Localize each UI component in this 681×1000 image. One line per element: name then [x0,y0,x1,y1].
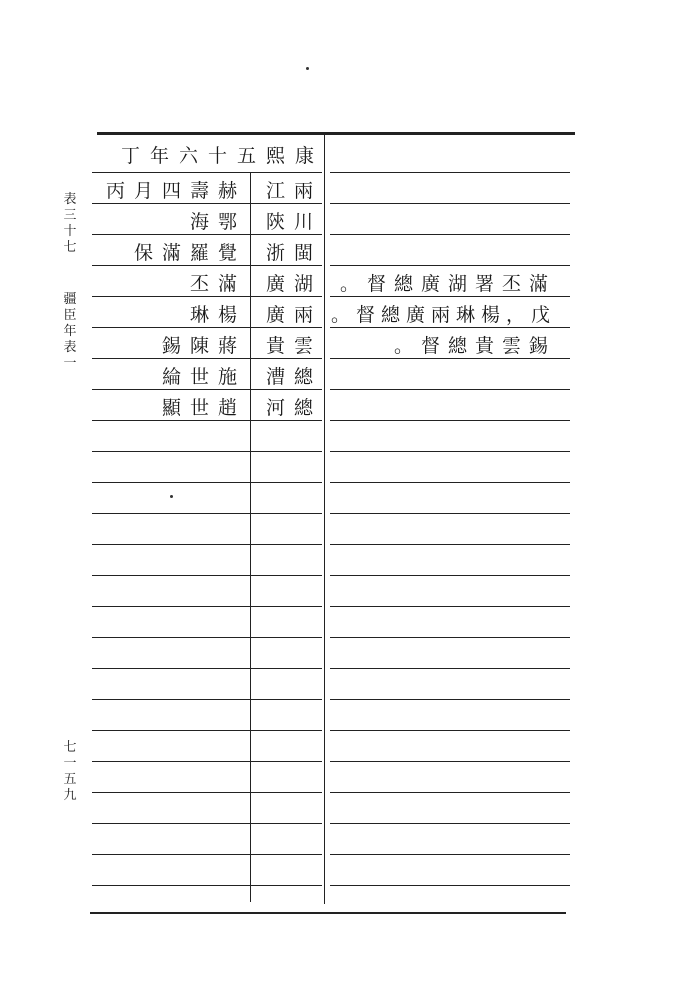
row-rule-right [330,730,570,731]
row-name: 滿丕 [189,273,246,295]
bottom-rule [90,912,566,914]
row-rule-right [330,513,570,514]
row-note: 戊，楊琳兩廣總督。 [330,304,556,326]
row-office: 湖廣 [265,273,322,295]
row-name: 覺羅滿保 [133,242,246,264]
row-office: 雲貴 [265,335,322,357]
row-rule-left [92,761,322,762]
row-rule-left [92,451,322,452]
row-office: 總河 [265,397,322,419]
row-rule-left [92,203,322,204]
row-rule-left [92,854,322,855]
row-office: 總漕 [265,366,322,388]
row-note: 錫雲貴總督。 [393,335,556,357]
row-rule-right [330,451,570,452]
row-rule-left [92,296,322,297]
row-rule-left [92,544,322,545]
row-name: 施世綸 [161,366,246,388]
row-name: 蔣陳錫 [161,335,246,357]
row-rule-left [92,699,322,700]
row-rule-right [330,420,570,421]
row-name: 楊琳 [189,304,246,326]
speck [170,495,173,498]
row-rule-right [330,172,570,173]
row-rule-right [330,823,570,824]
row-rule-right [330,668,570,669]
row-rule-right [330,482,570,483]
row-rule-right [330,327,570,328]
row-office: 川陝 [265,211,322,233]
row-rule-left [92,234,322,235]
row-office: 兩江 [265,180,322,202]
row-rule-right [330,265,570,266]
speck [306,67,309,70]
row-rule-left [92,513,322,514]
row-rule-right [330,296,570,297]
row-rule-left [92,482,322,483]
row-rule-left [92,172,322,173]
row-rule-right [330,203,570,204]
row-rule-right [330,358,570,359]
row-rule-left [92,420,322,421]
column-divider-office [324,134,325,904]
row-rule-left [92,637,322,638]
top-rule [97,132,575,135]
row-rule-left [92,389,322,390]
row-rule-right [330,792,570,793]
header-year: 康熙五十六年丁 [120,145,324,167]
row-rule-left [92,265,322,266]
row-rule-left [92,327,322,328]
row-office: 閩浙 [265,242,322,264]
row-rule-right [330,389,570,390]
book-title: 疆臣年表一 [63,292,77,371]
row-name: 趙世顯 [161,397,246,419]
row-rule-right [330,761,570,762]
row-office: 兩廣 [265,304,322,326]
row-rule-right [330,699,570,700]
row-name: 赫壽四月丙 [105,180,246,202]
row-name: 鄂海 [189,211,246,233]
row-rule-left [92,575,322,576]
row-rule-right [330,234,570,235]
row-rule-left [92,885,322,886]
row-rule-left [92,823,322,824]
page-number: 七一五九 [63,740,77,803]
row-rule-right [330,854,570,855]
row-rule-right [330,885,570,886]
row-rule-left [92,606,322,607]
row-rule-right [330,544,570,545]
row-rule-left [92,792,322,793]
row-rule-left [92,730,322,731]
row-rule-right [330,637,570,638]
table-label: 表三十七 [63,192,77,255]
row-rule-right [330,575,570,576]
row-rule-left [92,668,322,669]
row-rule-right [330,606,570,607]
row-rule-left [92,358,322,359]
row-note: 滿丕署湖廣總督。 [339,273,556,295]
